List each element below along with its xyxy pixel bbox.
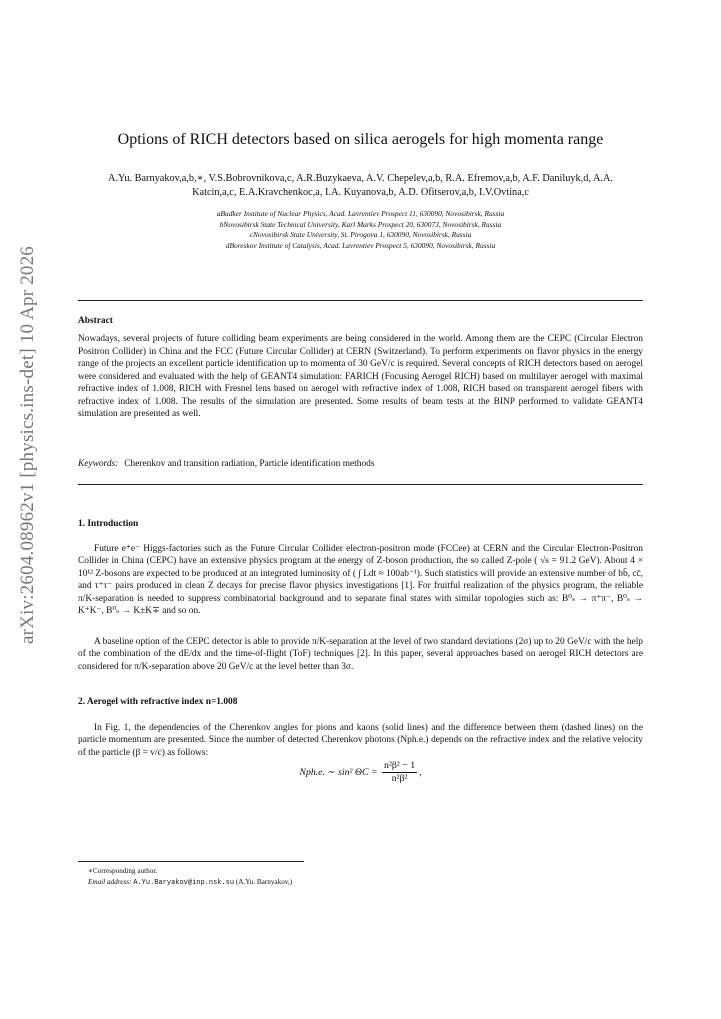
affiliation: aBudker Institute of Nuclear Physics, Acad. Lavrentiev Prospect 11, 630090, Novosibirsk, Russia xyxy=(216,209,505,218)
equation-lhs: Nph.e. ∼ sin² ΘC = xyxy=(299,766,378,778)
top-divider xyxy=(78,300,643,301)
equation-numerator: n²β² − 1 xyxy=(384,760,416,771)
equation-denominator: n²β² xyxy=(391,773,408,784)
abstract-heading: Abstract xyxy=(78,316,113,326)
affiliation: bNovosibirsk State Technical University, Karl Marks Prospect 20, 630073, Novosibirsk, Russia xyxy=(219,219,502,229)
keywords-label: Keywords: xyxy=(78,459,119,469)
paragraph: In Fig. 1, the dependencies of the Cherenkov angles for pions and kaons (solid lines) and the difference between them (dashed lines) on the particle momentum are presented. Since the number of detected Cherenkov photons (Nph.e.) depends on the refractive index and the relative velocity of the particle (β = v/c) as follows: xyxy=(78,723,643,758)
affiliation: cNovosibirsk State University, St. Pirogova 1, 630090, Novosibirsk, Russia xyxy=(249,230,472,240)
arxiv-stamp: arXiv:2604.08962v1 [physics.ins-det] 10 Apr 2026 xyxy=(17,245,38,645)
email-label: Email address: xyxy=(88,877,132,886)
corresponding-author-note: ∗Corresponding author. xyxy=(88,867,158,875)
author-line: A.Yu. Barnyakov,a,b,∗, V.S.Bobrovnikova,c, A.R.Buzykaeva, A.V. Chepelev,a,b, R.A. Efremov,a,b, A.F. Daniluyk,d, A.A. xyxy=(108,173,613,184)
keywords xyxy=(78,459,643,469)
paper-title: Options of RICH detectors based on silica aerogels for high momenta range xyxy=(117,131,604,148)
abstract-text: Nowadays, several projects of future colliding beam experiments are being considered in the world. Among them are the CEPC (Circular Electron Positron Collider) in China and the FCC (Future Circular Collider) at CERN (Switzerland). To perform experiments on flavor physics in the energy range of the projects an excellent particle identification up to momenta of 30 GeV/c is required. Several concepts of RICH detectors based on aerogel were considered and evaluated with the help of GEANT4 simulation: FARICH (Focusing Aerogel RICH) based on multilayer aerogel with maximal refractive index of 1.008, RICH with Fresnel lens based on aerogel with refractive index of 1.008, RICH based on transparent aerogel fibers with refractive index of 1.008. The results of the simulation are presented. Some results of beam tests at the BINP performed to validate GEANT4 simulation are presented as well. xyxy=(78,334,643,419)
footnote xyxy=(78,866,653,888)
equation xyxy=(78,760,643,785)
paragraph: Future e⁺e⁻ Higgs-factories such as the Future Circular Collider electron-positron mode (FCCee) at CERN and the Circular Electron-Positron Collider in China (CEPC) have an extensive physics program at the energy of Z-boson production, the so called Z-pole ( √s = 91.2 GeV). About 4 × 10¹² Z-bosons are expected to be produced at an integrated luminosity of ( ∫ Ldt ≈ 100ab⁻¹). Such statistics will provide an extensive number of bb̄, cc̄, and τ⁺τ⁻ pairs produced in clean Z decays for precise flavor physics investigations [1]. For fruitful realization of the physics program, the reliable π/K-separation is needed to suppress combinatorial background and to separate final states with similar topologies such as: B⁰ₛ → π⁺π⁻, B⁰ₛ → K⁺K⁻, B⁰ₛ → K±K∓ and so on. xyxy=(78,544,643,617)
bottom-divider xyxy=(78,484,643,485)
paragraph: A baseline option of the CEPC detector is able to provide π/K-separation at the level of two standard deviations (2σ) up to 20 GeV/c with the help of the combination of the dE/dx and the time-of-flight (ToF) techniques [2]. In this paper, several approaches based on aerogel RICH detectors are considered for π/K-separation above 20 GeV/c at the level better than 3σ. xyxy=(78,637,643,672)
email-owner: (A.Yu. Barnyakov,) xyxy=(235,877,293,886)
author-list xyxy=(78,172,643,200)
equation-fraction xyxy=(382,760,417,785)
affiliations xyxy=(78,209,643,252)
affiliation: dBoreskov Institute of Catalysis, Acad. Lavrentiev Prospect 5, 630090, Novosibirsk, Russia xyxy=(225,241,496,251)
author-line: Katcin,a,c, E.A.Kravchenkoc,a, I.A. Kuyanova,b, A.D. Ofitserov,a,b, I.V.Ovtina,c xyxy=(192,187,529,198)
email-link[interactable]: A.Yu.Baryakov@inp.nsk.su xyxy=(133,878,235,887)
section-heading: 2. Aerogel with refractive index n=1.008 xyxy=(78,697,238,707)
keywords-text: Cherenkov and transition radiation, Particle identification methods xyxy=(124,459,375,469)
section-heading: 1. Introduction xyxy=(78,519,139,529)
footnote-rule xyxy=(78,861,304,862)
equation-tail: , xyxy=(419,766,422,778)
